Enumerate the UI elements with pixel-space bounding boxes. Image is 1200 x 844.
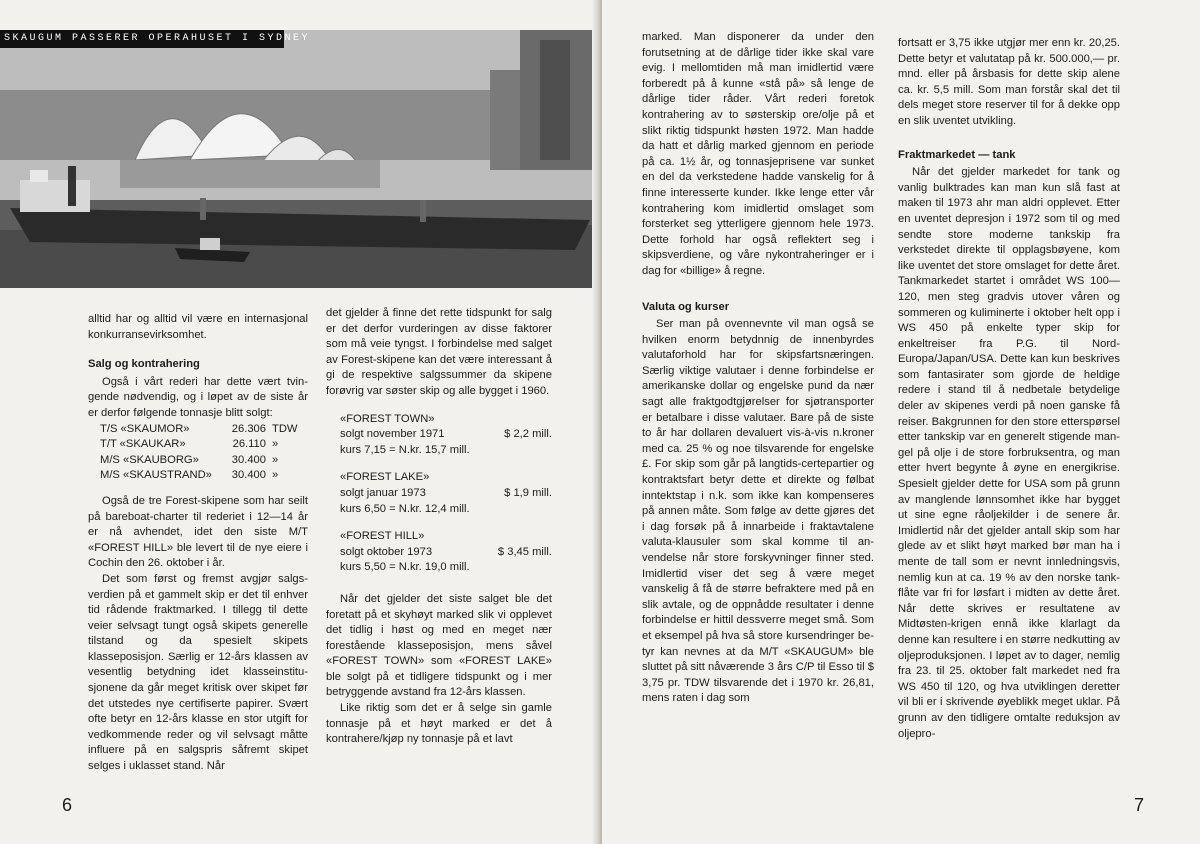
section-heading: Valuta og kurser <box>642 300 730 313</box>
paragraph: Når det gjelder det siste salget ble det foretatt på et skyhøyt marked slik vi opplevet det tidlig i høst og med en meget nær forestående klasseposisjon, mens såvel «FOREST TOWN» som «FOREST LAKE» ble solgt på et tidligere tidspunkt og i mer betryggende avstand fra 12-års klassen. <box>326 592 552 699</box>
sale-entry <box>340 470 552 517</box>
ship-tdw: 26.110 <box>232 438 266 451</box>
sale-ship-name: «FOREST TOWN» <box>340 412 435 425</box>
paragraph: Ser man på ovennevnte vil man også se hvilken enorm betydnnig de innenbyrdes valutaforhold har for skipsfartsnæringen. Særlig viktige valutaer i denne forbindelse er amerikanske dollar og engelske pund da nær sagt alle fraktgodtgjørelser for sjøtransporter er betalbare i disse valutaer. Bare på de siste to år har dollaren devaluert vis-à-vis n.kroner med ca. 25 % og noe tilsvarende for engelske £. For skip som går på langtids-certepartier og kontraktsfart betyr dette et direkte og følbat inntektstap i n.k. som ikke kan kompenseres på annen måte. Som følge av dette gjøres det i dag forsøk på å innarbeide i fraktavtalene valuta-klausuler som skal komme til anvendelse når store forskyvninger finner sted. Imidlertid viser det seg å være meget vanskelig å få de større befraktere med på en slik avtale, og de oppnådde resultater i denne forbindelse er hittil dessverre meget små. Som et eksempel på hva så store kursendringer betyr kan nevnes at da M/T «SKAUGUM» ble sluttet på sitt nåværende 3 års C/P til Esso til $ 3,75 pr. TDW tilsvarende det i 1970 kr. 26,81, mens raten i dag som <box>642 318 874 705</box>
photo-illustration <box>0 30 598 288</box>
sale-rate: kurs 7,15 = N.kr. 15,7 mill. <box>340 443 470 456</box>
ship-tdw: 30.400 <box>231 469 266 482</box>
ship-unit: » <box>272 469 279 482</box>
right-column-1 <box>642 30 874 707</box>
left-column-2 <box>326 306 552 748</box>
ship-name: T/T «SKAUKAR» <box>100 438 186 451</box>
ship-name: M/S «SKAUBORG» <box>100 453 199 466</box>
sale-date: solgt januar 1973 <box>340 486 426 499</box>
ship-tdw: 26.306 <box>231 422 266 435</box>
ship-name: T/S «SKAUMOR» <box>100 422 190 435</box>
ship-row <box>100 437 308 453</box>
sale-entry <box>340 529 552 576</box>
ship-list <box>100 422 308 484</box>
paragraph: Når det gjelder markedet for tank og vanlig bulktrades kan man kun slå fast at maken til 1973 ahr man aldri opplevet. Etter en uventet depresjon i 1972 som til og med sendte store moderne tankskip fra verkstedet direkte til opplagsbøyene, kom like uventet det store omslaget for dette året. Tankmarkedet startet i området WS 100—120, men steg gradvis utover våren og sommeren og kuliminerte i oktober helt opp i WS 450 på enkelte typer skip for enkeltreiser fra P.G. til Nord-Europa/Japan/USA. Dette kan kun beskrives som fantasirater som gjorde de heldige redere i stand til å nedbetale betydelige deler av skipenes verdi på noen ganske få reiser. Bakgrunnen for den store etterspørsel etter tankskip var en generelt stigende mangel på olje i de store forbruksentra, og man etter hvert begynte å øyne en energikrise. Spesielt gjelder dette for USA som på grunn av manglende lønnsomhet ikke har bygget ut sine egne råoljekilder i de senere år. Imidlertid når det gjelder antall skip som har glede av et slikt høyt marked bør man ha i mente de tall som er nevnt innledningsvis, nemlig kun at ca. 19 % av den norske tankflåte var fri for løsfart i midten av dette året. Når dette skrives er resultatene av Midtøsten-krigen ennå ikke klarlagt da denne kan resultere i en større nedkutting av oljeproduksjonen. I løpet av to dager, nemlig fra 23. til 25. oktober falt markedet ned fra WS 450 til 120, og hva utviklingen deretter vil bli er i skrivende øyeblikk meget uklar. På grunn av den tidligere omtalte reduksjon av oljepro- <box>898 166 1121 740</box>
sale-date: solgt november 1971 <box>340 428 445 441</box>
sale-amount: $ 3,45 mill. <box>497 545 552 558</box>
paragraph: Det som først og fremst avgjør salgsverdien på et gammelt skip er det til enhver tid rådende fraktmarked. I tillegg til dette veier selvsagt tungt også skipets generelle tilstand og da spesielt skipets klasseposisjon. Særlig er 12-års klassen av vesentlig betydning idet klasseinstitusjonene da går meget kritisk over skipet før det utstedes nye certifiserte papirer. Svært ofte betyr en 12-års klasse en stor utgift for vedkommende reder og vil selvsagt måtte influere på en salgspris såfremt skipet selges i uklasset stand. Når <box>88 572 308 773</box>
paragraph: Også i vårt rederi har dette vært tvingende nødvendig, og i løpet av de siste år er derfor følgende tonnasje blitt solgt: <box>88 375 308 419</box>
paragraph: Også de tre Forest-skipene som har seilt på bareboat-charter til rederiet i 12—14 år er nå avhendet, idet den siste M/T «FOREST HILL» ble levert til de nye eiere i Cochin den 26. oktober i år. <box>88 494 308 570</box>
ship-unit: TDW <box>272 422 298 435</box>
sale-ship-name: «FOREST LAKE» <box>340 471 430 484</box>
section-heading: Salg og kontrahering <box>88 358 200 371</box>
sale-entry <box>340 412 552 459</box>
section-heading: Fraktmarkedet — tank <box>898 148 1016 161</box>
photo-caption: SKAUGUM PASSERER OPERAHUSET I SYDNEY <box>0 30 284 48</box>
page-number: 7 <box>1134 795 1145 815</box>
paragraph: det gjelder å finne det rette tidspunkt for salg er det derfor vurderingen av disse faktorer som må veie tyngst. I forbindelse med salget av Forest-skipene kan det være interessant å gi de respektive salgssummer da skipene forøvrig var søster skip og alle bygget i 1960. <box>326 307 552 397</box>
sale-rate: kurs 6,50 = N.kr. 12,4 mill. <box>340 502 470 515</box>
ship-tdw: 30.400 <box>231 453 266 466</box>
page-number: 6 <box>62 795 73 815</box>
ship-row <box>100 468 308 484</box>
ship-unit: » <box>272 453 279 466</box>
sale-ship-name: «FOREST HILL» <box>340 530 425 543</box>
sale-date: solgt oktober 1973 <box>340 545 433 558</box>
ship-name: M/S «SKAUSTRAND» <box>100 469 212 482</box>
paragraph: marked. Man disponerer da under den forutsetning at de dårlige tider ikke skal vare evig. I mellomtiden må man imidlertid være forberedt på å kunne «stå på» så lenge de dårlige tider råder. Vårt rederi foretok kontrahering av to søsterskip ore/olje på et slikt riktig tidspunkt høsten 1972. Man hadde da hatt et dårlig marked gjennom en periode på ca. 1½ år, og tonnasjeprisene var sunket en del da verkstedene hadde vanskelig for å finne interesserte kunder. Ikke lenge etter vår kontrahering kom imidlertid omslaget som forsterket seg ytterligere gjennom hele 1973. Dette forhold har også reflektert seg i skipsverdiene, og våre nykontraheringer er i dag for «billige» å regne. <box>642 31 874 277</box>
sale-amount: $ 1,9 mill. <box>504 486 552 499</box>
left-column-1 <box>88 312 308 775</box>
paragraph: Like riktig som det er å selge sin gamle tonnasje på et høyt marked er det å kontrahere/kjøp ny tonnasje på et lavt <box>326 702 552 746</box>
ship-row <box>100 453 308 469</box>
right-column-2 <box>898 36 1120 742</box>
ship-unit: » <box>272 438 279 451</box>
sydney-opera-house-photo <box>0 30 598 288</box>
ship-row <box>100 422 308 438</box>
sale-rate: kurs 5,50 = N.kr. 19,0 mill. <box>340 561 470 574</box>
left-page <box>0 0 598 844</box>
right-page <box>602 0 1200 844</box>
paragraph: fortsatt er 3,75 ikke utgjør mer enn kr. 20,25. Dette betyr et valutatap på kr. 500.000,— pr. mnd. eller på årsbasis for dette skip alene ca. kr. 5,5 mill. Som man forstår skal det til dels meget store reserver til for å dekke opp en slik uventet utvikling. <box>898 37 1120 127</box>
sale-amount: $ 2,2 mill. <box>504 428 552 441</box>
paragraph: alltid har og alltid vil være en internasjonal konkurransevirksomhet. <box>88 313 308 341</box>
